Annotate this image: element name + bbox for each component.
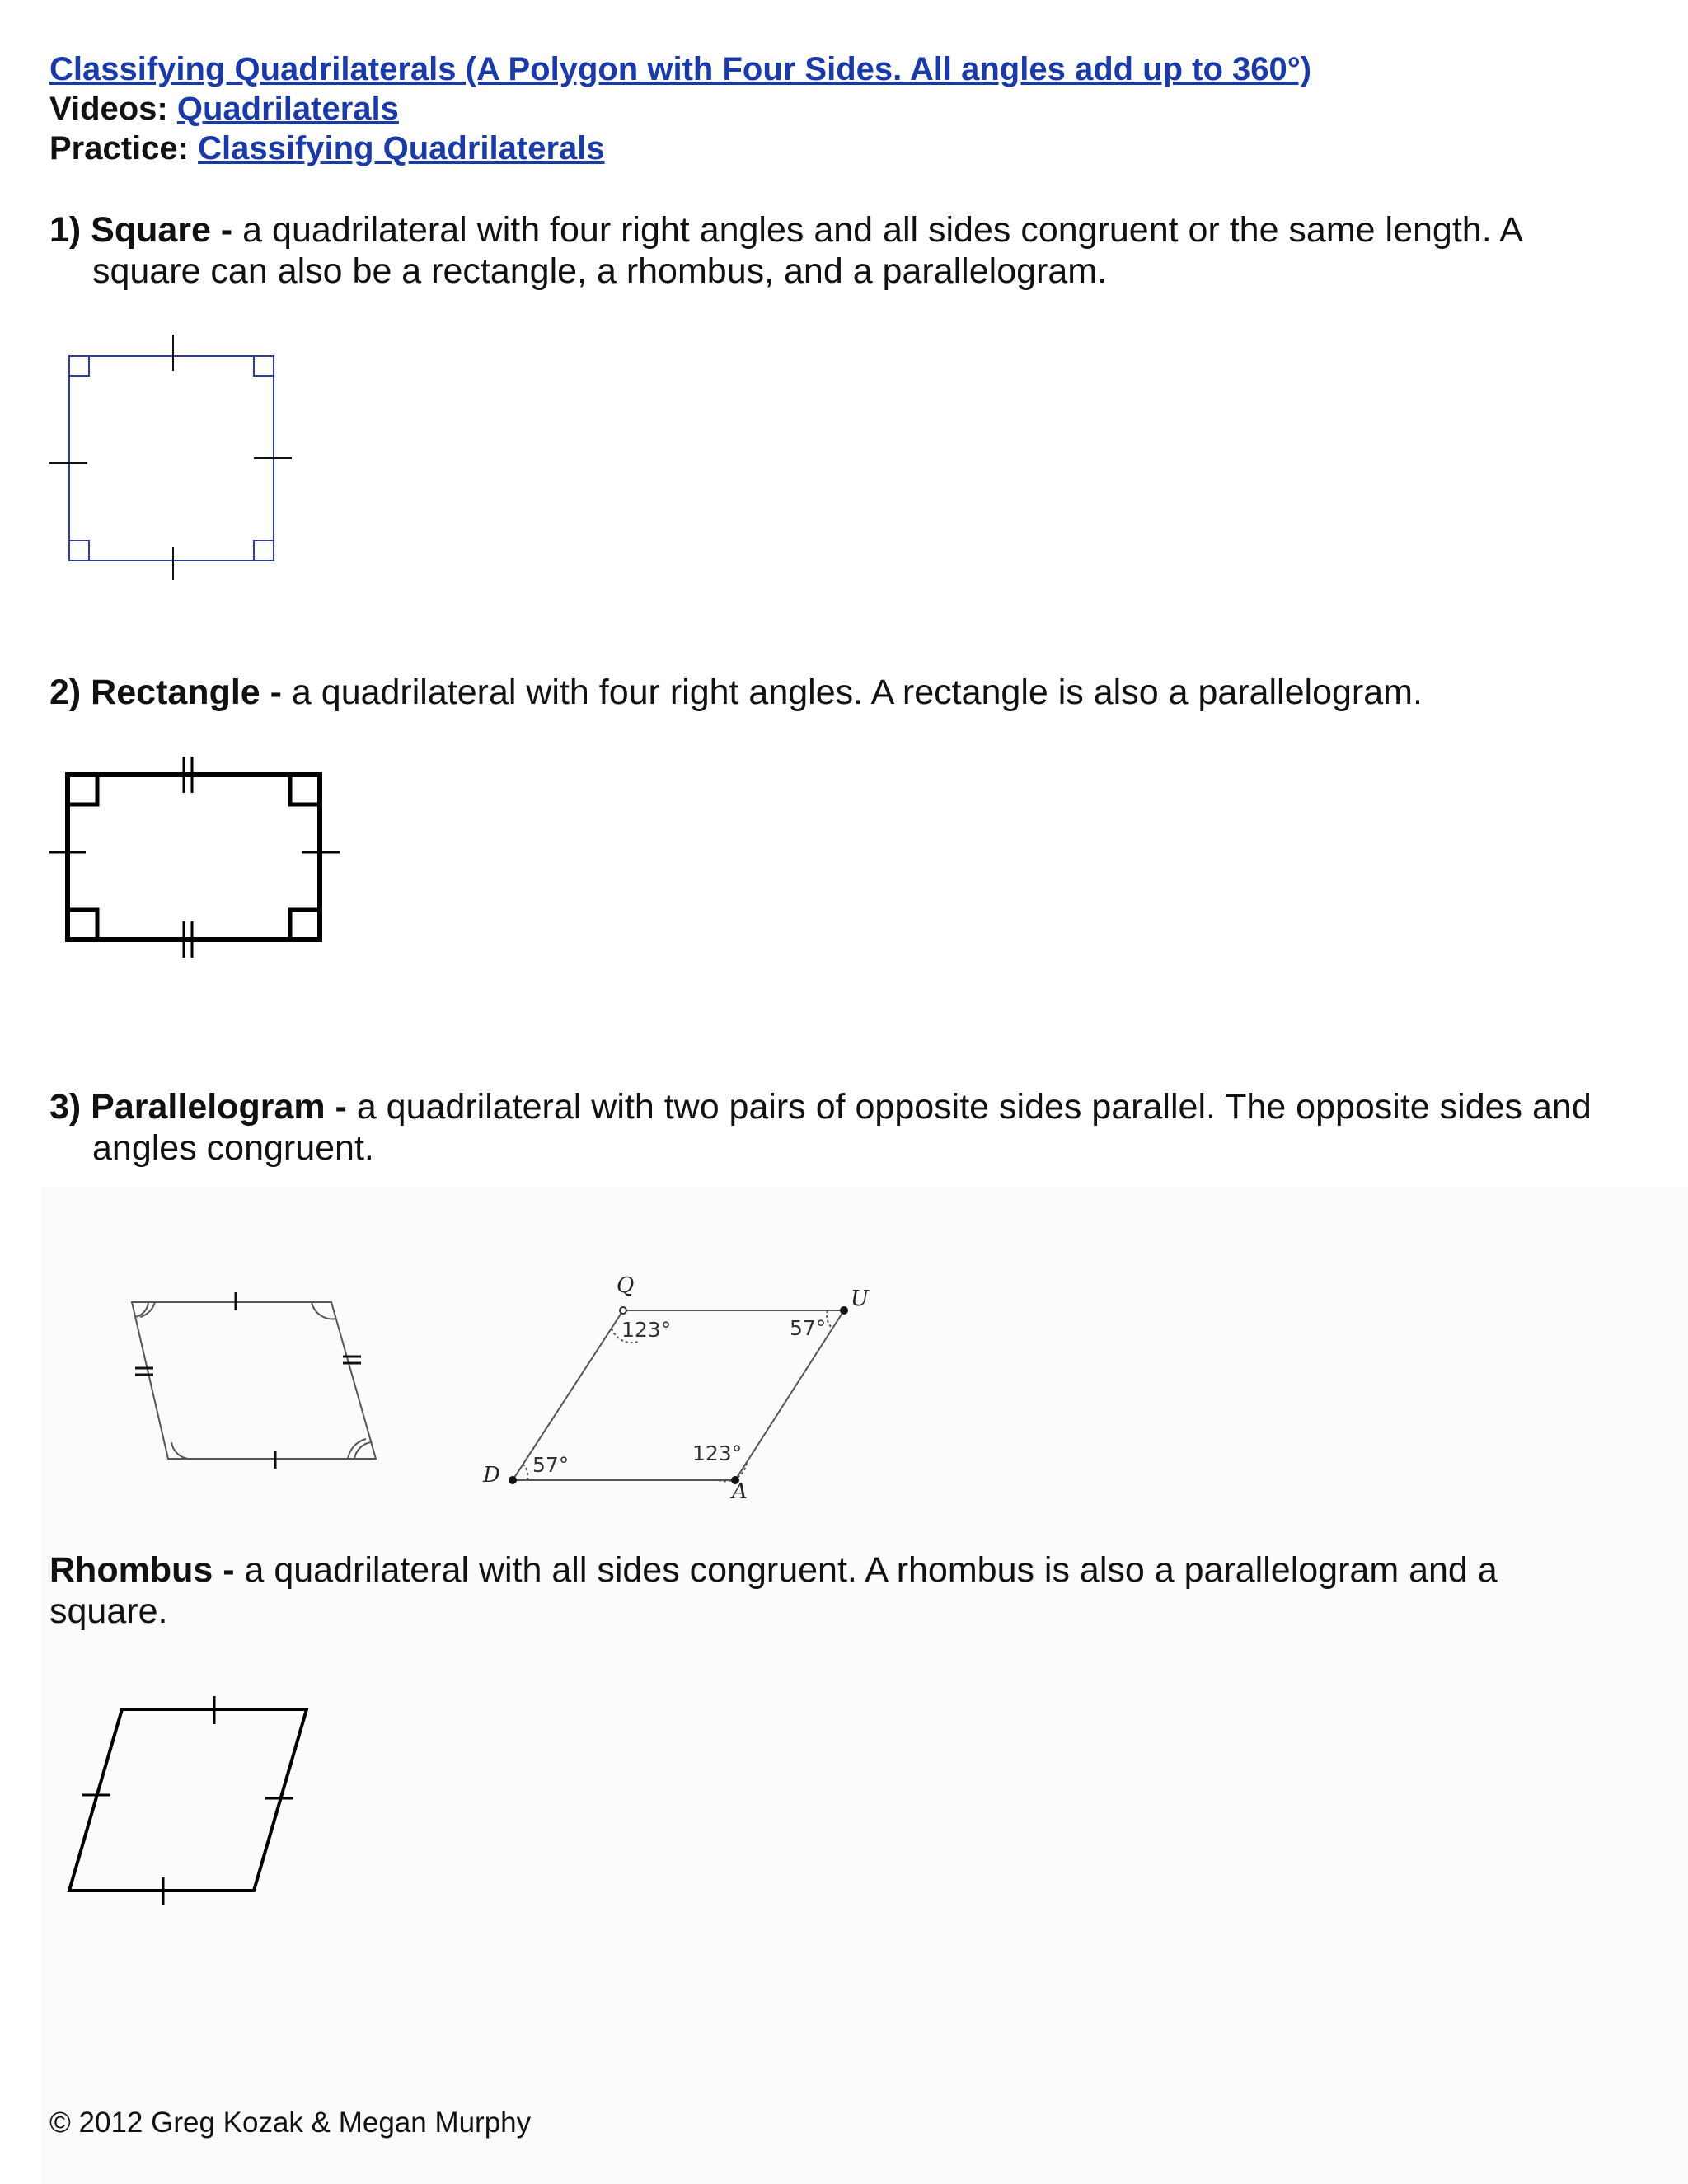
vertex-label-a: A (732, 1479, 748, 1504)
square-text-line2: square can also be a rectangle, a rhombus, and a parallelogram. (92, 251, 1108, 291)
rectangle-text-line1: a quadrilateral with four right angles. A rectangle is also a parallelogram. (281, 673, 1423, 712)
rhombus-tick-marks (82, 1696, 293, 1905)
angle-label-q: 123° (621, 1318, 672, 1342)
parallelogram-text-line2: angles congruent. (92, 1128, 374, 1168)
parallelogram-text-line1: a quadrilateral with two pairs of opposite sides parallel. The opposite sides and (346, 1087, 1592, 1127)
rhombus-shape (69, 1709, 307, 1891)
rhombus-term: Rhombus - (49, 1550, 235, 1590)
videos-label: Videos: (49, 91, 168, 127)
copyright-footer: © 2012 Greg Kozak & Megan Murphy (49, 2107, 532, 2139)
title-link[interactable]: Classifying Quadrilaterals (A Polygon with Four Sides. All angles add up to 360°) (49, 51, 1312, 87)
rhombus-text-line2: square. (49, 1591, 168, 1631)
vertex-label-d: D (483, 1463, 500, 1488)
rhombus-text-line1: a quadrilateral with all sides congruent. A rhombus is also a parallelogram and a (234, 1550, 1498, 1590)
angle-label-d: 57° (532, 1453, 570, 1477)
practice-label: Practice: (49, 130, 189, 166)
videos-link[interactable]: Quadrilaterals (176, 91, 399, 127)
angle-label-a: 123° (692, 1441, 743, 1465)
parallelogram-term: 3) Parallelogram - (49, 1087, 347, 1127)
square-term: 1) Square - (49, 210, 233, 250)
rectangle-term: 2) Rectangle - (49, 673, 282, 712)
vertex-label-q: Q (617, 1273, 635, 1298)
practice-link[interactable]: Classifying Quadrilaterals (198, 130, 605, 166)
square-text-line1: a quadrilateral with four right angles and all sides congruent or the same length. A (232, 210, 1523, 250)
vertex-label-u: U (851, 1286, 869, 1311)
angle-label-u: 57° (790, 1316, 827, 1340)
